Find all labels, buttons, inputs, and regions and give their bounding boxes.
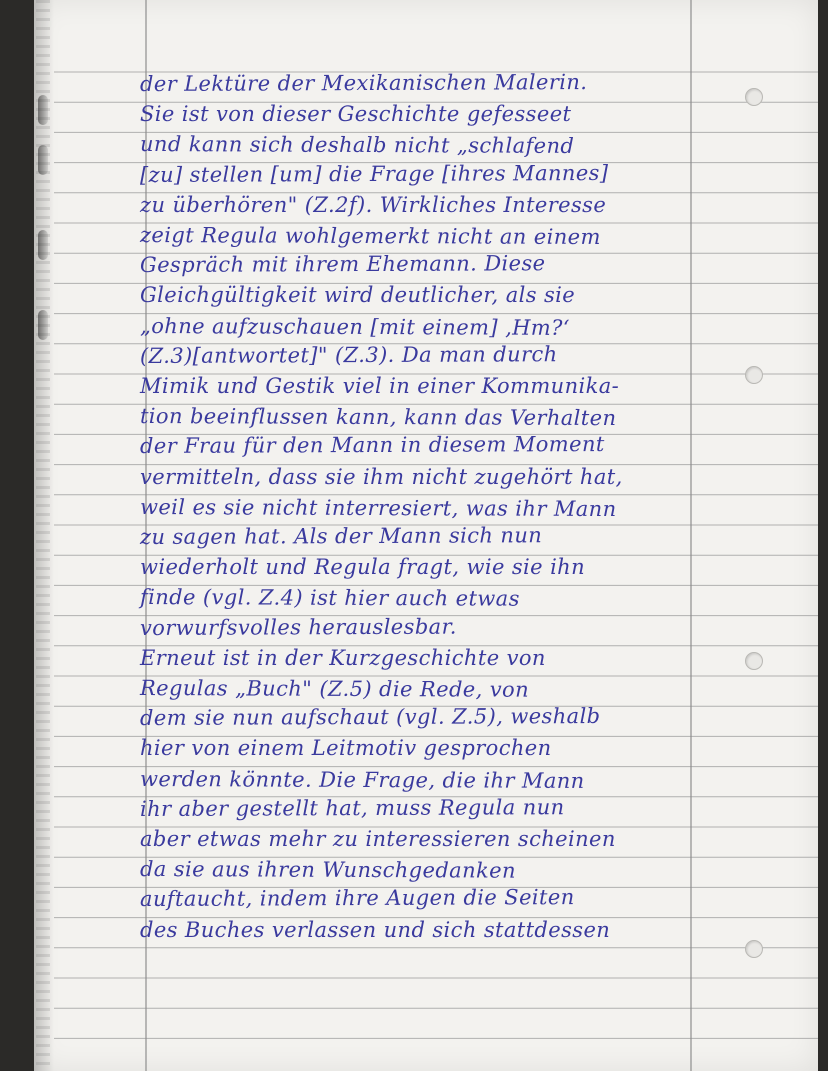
punch-hole (745, 88, 763, 106)
text-line: Erneut ist in der Kurzgeschichte von (140, 645, 546, 670)
text-line: der Frau für den Mann in diesem Moment (139, 432, 605, 459)
text-line: zeigt Regula wohlgemerkt nicht an einem (139, 223, 601, 250)
text-line: Gleichgültigkeit wird deutlicher, als sie (140, 283, 576, 308)
text-line: weil es sie nicht interresiert, was ihr Mann (139, 494, 617, 521)
text-line: zu überhören" (Z.2f). Wirkliches Interesse (140, 192, 607, 217)
text-line: des Buches verlassen und sich stattdessen (140, 917, 611, 942)
text-line: [zu] stellen [um] die Frage [ihres Mannes] (139, 160, 609, 187)
text-line: (Z.3)[antwortet]" (Z.3). Da man durch (139, 341, 558, 368)
text-line: finde (vgl. Z.4) ist hier auch etwas (139, 585, 520, 612)
text-line: wiederholt und Regula fragt, wie sie ihn (140, 555, 586, 580)
text-line: hier von einem Leitmotiv gesprochen (140, 736, 552, 761)
text-line: werden könnte. Die Frage, die ihr Mann (139, 766, 585, 793)
text-line: ihr aber gestellt hat, muss Regula nun (139, 794, 565, 821)
text-line: „ohne aufzuschauen [mit einem] ‚Hm?‘ (139, 313, 570, 340)
text-line: da sie aus ihren Wunschgedanken (139, 857, 516, 883)
punch-hole (745, 652, 763, 670)
text-line: Mimik und Gestik viel in einer Kommunika- (140, 374, 620, 398)
text-line: Regulas „Buch" (Z.5) die Rede, von (139, 676, 530, 702)
binder-ring-shadow (38, 95, 48, 125)
text-line: aber etwas mehr zu interessieren scheinen (140, 827, 616, 851)
binder-ring-shadow (38, 145, 48, 175)
text-line: und kann sich deshalb nicht „schlafend (139, 132, 575, 159)
text-line: der Lektüre der Mexikanischen Malerin. (139, 70, 588, 96)
text-line: tion beeinflussen kann, kann das Verhalten (139, 404, 617, 431)
punch-hole (745, 366, 763, 384)
text-line: Sie ist von dieser Geschichte gefesseet (140, 102, 572, 127)
punch-hole (745, 940, 763, 958)
text-line: Gespräch mit ihrem Ehemann. Diese (139, 251, 546, 278)
binder-ring-shadow (38, 310, 48, 340)
text-line: vorwurfsvolles herauslesbar. (139, 614, 457, 640)
text-line: auftaucht, indem ihre Augen die Seiten (139, 885, 575, 912)
binder-ring-shadow (38, 230, 48, 260)
text-line: vermitteln, dass sie ihm nicht zugehört hat, (140, 464, 623, 489)
text-line: zu sagen hat. Als der Mann sich nun (139, 523, 543, 549)
text-line: dem sie nun aufschaut (vgl. Z.5), weshalb (139, 704, 601, 731)
